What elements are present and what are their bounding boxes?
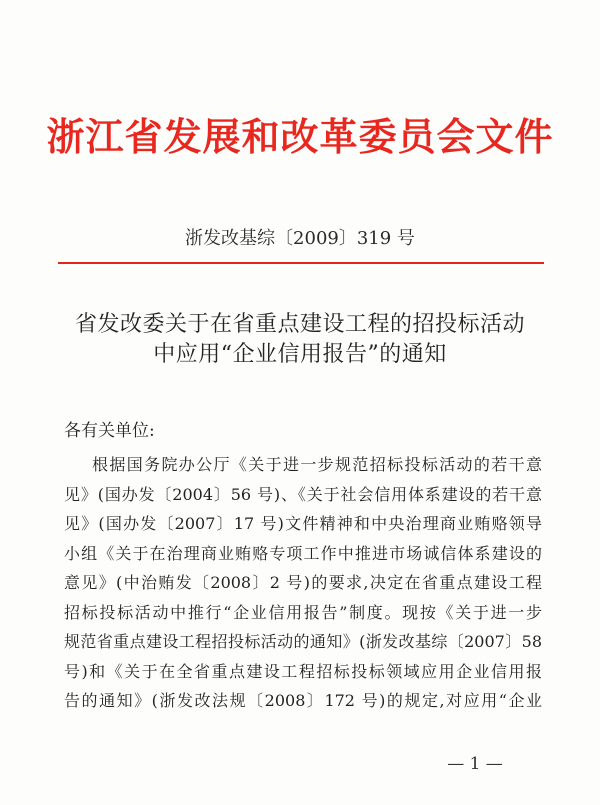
subject-line-1: 省发改委关于在省重点建设工程的招投标活动 <box>74 312 525 337</box>
red-divider-line <box>58 262 544 264</box>
addressee: 各有关单位: <box>64 421 155 441</box>
body-line: 见》(国办发〔2007〕17 号)文件精神和中央治理商业贿赂领导 <box>64 514 542 533</box>
body-paragraph <box>64 450 542 716</box>
body-line: 号)和《关于在全省重点建设工程招标投标领域应用企业信用报 <box>64 661 542 681</box>
document-header-title: 浙江省发展和改革委员会文件 <box>46 115 554 159</box>
notice-subject <box>0 310 600 370</box>
body-line: 意见》(中治贿发〔2008〕2 号)的要求,决定在省重点建设工程 <box>64 573 542 592</box>
body-line: 根据国务院办公厅《关于进一步规范招标投标活动的若干意 <box>92 455 542 474</box>
subject-line-2: 中应用“企业信用报告”的通知 <box>153 342 447 367</box>
document-number: 浙发改基综〔2009〕319 号 <box>185 228 415 249</box>
body-line: 告的通知》(浙发改法规〔2008〕172 号)的规定,对应用“企业 <box>64 691 542 710</box>
body-line: 小组《关于在治理商业贿赂专项工作中推进市场诚信体系建设的 <box>64 543 542 563</box>
body-line: 招标投标活动中推行“企业信用报告”制度。现按《关于进一步 <box>64 602 542 622</box>
body-line: 见》(国办发〔2004〕56 号)、《关于社会信用体系建设的若干意 <box>64 484 542 504</box>
body-line: 规范省重点建设工程招投标活动的通知》(浙发改基综〔2007〕58 <box>64 632 542 651</box>
page-number: — 1 — <box>447 754 503 774</box>
